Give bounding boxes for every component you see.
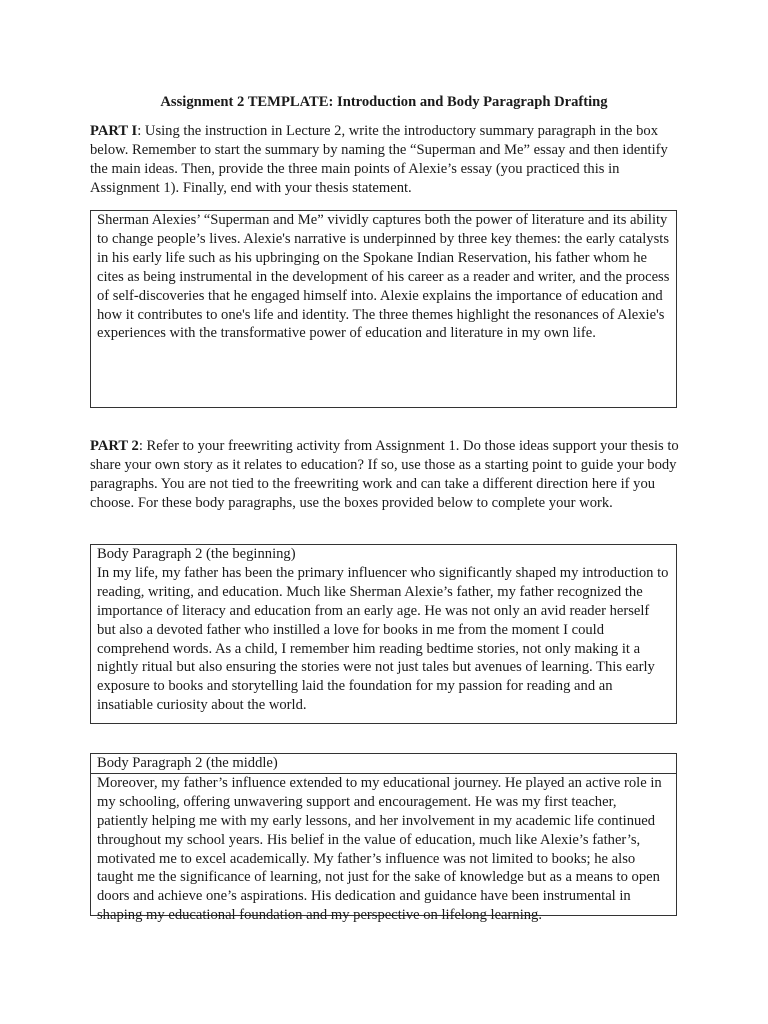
body-paragraph-2-heading: Body Paragraph 2 (the middle) — [91, 754, 676, 774]
body-paragraph-1-heading: Body Paragraph 2 (the beginning) — [97, 546, 296, 562]
part1-response-text: Sherman Alexies’ “Superman and Me” vividly captures both the power of literature and its ability to change people’s lives. Alexie's narrative is underpinned by three key themes: the early catalysts in his early life such as his upbringing on the Spokane Indian Reservation, his father whom he cites as being instrumental in the development of his career as a reader and writer, and the process of self-discoveries that he engaged himself into. Alexie explains the importance of education and how it contributes to one's life and identity. The three themes highlight the resonances of Alexie's experiences with the transformative power of education and literature in my own life. — [97, 212, 670, 342]
body-paragraph-2-text: Moreover, my father’s influence extended to my educational journey. He played an active role in my schooling, offering unwavering support and encouragement. He was my first teacher, patiently helping me with my early lessons, and her involvement in my academic life continued throughout my school years. His belief in the value of education, much like Alexie’s father’s, motivated me to excel academically. My father’s influence was not limited to books; he also taught me the significance of learning, not just for the sake of knowledge but as a means to open doors and achieve one’s aspirations. His dedication and guidance have been instrumental in shaping my educational foundation and my perspective on lifelong learning. — [97, 774, 662, 924]
part2-instructions — [90, 437, 680, 513]
body-paragraph-1-box[interactable] — [90, 544, 677, 724]
part2-label: PART 2 — [90, 438, 139, 454]
body-paragraph-1-text: In my life, my father has been the primary influencer who significantly shaped my introduction to reading, writing, and education. Much like Sherman Alexie’s father, my father recognized the importance of literacy and education from an early age. He was not only an avid reader herself but also a devoted father who instilled a love for books in me from the moment I could comprehend words. As a child, I remember him reading bedtime stories, not only making it a nightly ritual but also ensuring the stories were not just tales but avenues of learning. This early exposure to books and storytelling laid the foundation for my passion for reading and an insatiable curiosity about the world. — [97, 564, 669, 714]
part1-label: PART I — [90, 123, 138, 139]
part2-instructions-text: : Refer to your freewriting activity from Assignment 1. Do those ideas support your thesis to share your own story as it relates to education? If so, use those as a starting point to guide your body paragraphs. You are not tied to the freewriting work and can take a different direction here if you choose. For these body paragraphs, use the boxes provided below to complete your work. — [90, 438, 679, 511]
part1-instructions — [90, 122, 680, 198]
part1-instructions-text: : Using the instruction in Lecture 2, write the introductory summary paragraph in the box below. Remember to start the summary by naming the “Superman and Me” essay and then identify the main ideas. Then, provide the three main points of Alexie’s essay (you practiced this in Assignment 1). Finally, end with your thesis statement. — [90, 123, 668, 196]
part1-response-box[interactable] — [90, 210, 677, 408]
body-paragraph-2-box[interactable] — [90, 753, 677, 924]
document-title: Assignment 2 TEMPLATE: Introduction and Body Paragraph Drafting — [160, 94, 608, 110]
